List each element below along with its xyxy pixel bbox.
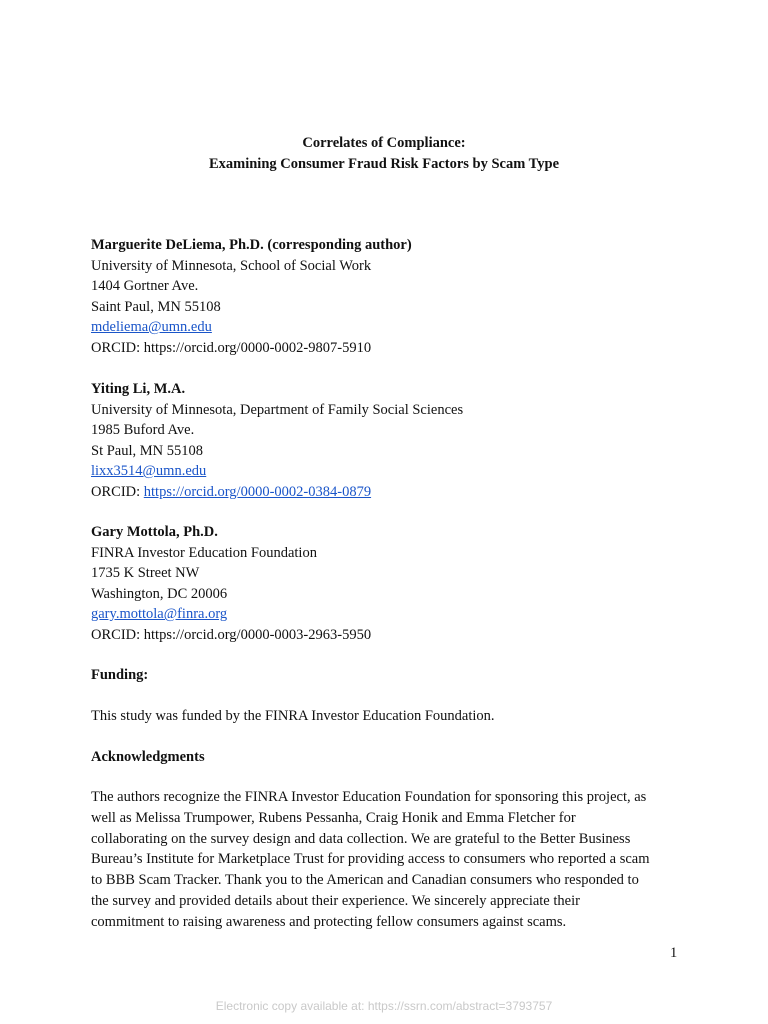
author-email-link[interactable]: lixx3514@umn.edu — [91, 463, 207, 479]
author-city: Washington, DC 20006 — [91, 585, 228, 602]
acknowledgments-paragraph — [91, 787, 691, 933]
author-orcid — [91, 482, 691, 503]
orcid-url-link[interactable]: https://orcid.org/0000-0002-0384-0879 — [143, 483, 372, 500]
author-name: Yiting Li, M.A. — [91, 381, 186, 397]
author-affiliation: University of Minnesota, Department of Family Social Sciences — [91, 401, 464, 418]
author-orcid — [91, 338, 691, 359]
orcid-label: ORCID: — [91, 483, 144, 500]
acknowledgments-line: The authors recognize the FINRA Investor Education Foundation for sponsoring this project, as — [91, 789, 647, 805]
author-affiliation: FINRA Investor Education Foundation — [91, 544, 317, 561]
acknowledgments-line: the survey and provided details about their experience. We sincerely appreciate their — [91, 892, 580, 909]
funding-heading: Funding: — [91, 667, 149, 683]
author-block-2 — [91, 379, 691, 502]
funding-text: This study was funded by the FINRA Investor Education Foundation. — [91, 708, 495, 724]
ssrn-footer: Electronic copy available at: https://ssrn.com/abstract=3793757 — [215, 999, 553, 1013]
title-line-2: Examining Consumer Fraud Risk Factors by Scam Type — [208, 155, 560, 172]
paper-title — [0, 133, 768, 174]
author-city: Saint Paul, MN 55108 — [91, 298, 221, 315]
page-number: 1 — [670, 945, 678, 961]
author-street: 1985 Buford Ave. — [91, 422, 195, 438]
author-orcid — [91, 625, 691, 646]
title-line-1: Correlates of Compliance: — [302, 135, 466, 151]
author-block-1 — [91, 235, 691, 358]
author-name: Gary Mottola, Ph.D. — [91, 524, 218, 540]
author-block-3 — [91, 522, 691, 645]
acknowledgments-line: well as Melissa Trumpower, Rubens Pessanha, Craig Honik and Emma Fletcher for — [91, 809, 576, 826]
acknowledgments-line: Bureau’s Institute for Marketplace Trust for providing access to consumers who reported a scam — [91, 851, 650, 868]
orcid-label: ORCID: — [91, 626, 144, 643]
author-name: Marguerite DeLiema, Ph.D. (corresponding author) — [91, 237, 412, 253]
author-city: St Paul, MN 55108 — [91, 442, 203, 459]
author-street: 1404 Gortner Ave. — [91, 278, 199, 294]
acknowledgments-heading: Acknowledgments — [91, 749, 205, 765]
author-email-link[interactable]: mdeliema@umn.edu — [91, 319, 212, 335]
orcid-url: https://orcid.org/0000-0002-9807-5910 — [143, 339, 372, 356]
acknowledgments-line: collaborating on the survey design and data collection. We are grateful to the Better Business — [91, 830, 631, 847]
acknowledgments-line: commitment to raising awareness and protecting fellow consumers against scams. — [91, 913, 567, 930]
author-email-link[interactable]: gary.mottola@finra.org — [91, 606, 228, 622]
orcid-url: https://orcid.org/0000-0003-2963-5950 — [143, 626, 372, 643]
author-street: 1735 K Street NW — [91, 565, 200, 581]
orcid-label: ORCID: — [91, 339, 144, 356]
acknowledgments-line: to BBB Scam Tracker. Thank you to the American and Canadian consumers who responded to — [91, 872, 639, 889]
author-affiliation: University of Minnesota, School of Social Work — [91, 257, 372, 274]
